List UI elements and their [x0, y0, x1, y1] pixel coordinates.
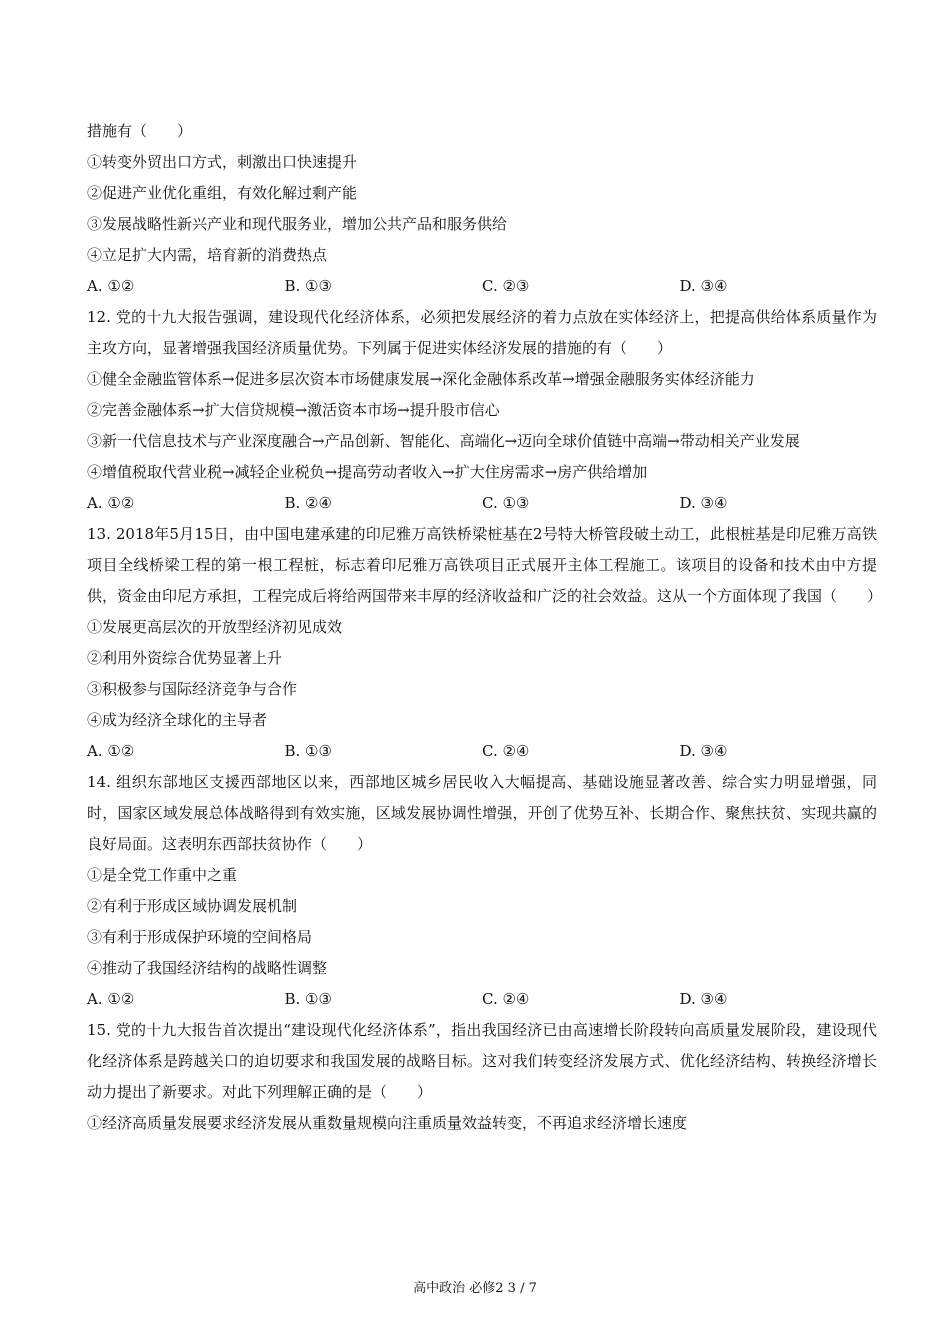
q14-stem: 14. 组织东部地区支援西部地区以来，西部地区城乡居民收入大幅提高、基础设施显著改善、综合实力明显增强，同时，国家区域发展总体战略得到有效实施，区域发展协调性增强，开创了优势互补、长期合作、聚焦扶贫、实现共赢的良好局面。这表明东西部扶贫协作（ ） — [87, 773, 877, 853]
q13-option-c[interactable]: C. ②④ — [482, 742, 530, 760]
q13-item-1: ①发展更高层次的开放型经济初见成效 — [87, 618, 343, 636]
q13-item-2: ②利用外资综合优势显著上升 — [87, 649, 283, 667]
q12-options — [87, 488, 877, 519]
q12-stem: 12. 党的十九大报告强调，建设现代化经济体系，必须把发展经济的着力点放在实体经济上，把提高供给体系质量作为主攻方向，显著增强我国经济质量优势。下列属于促进实体经济发展的措施的有（ ） — [87, 308, 877, 357]
q14-option-b[interactable]: B. ①③ — [284, 990, 332, 1008]
q12-option-d[interactable]: D. ③④ — [679, 494, 728, 512]
q14-item-4: ④推动了我国经济结构的战略性调整 — [87, 959, 328, 977]
page-footer: 高中政治 必修2 3 / 7 — [413, 1281, 537, 1296]
q14-option-c[interactable]: C. ②④ — [482, 990, 530, 1008]
q14-options — [87, 984, 877, 1015]
q11-stem-tail: 措施有（ ） — [87, 122, 193, 140]
page-content — [87, 116, 883, 1139]
q11-item-4: ④立足扩大内需，培育新的消费热点 — [87, 246, 328, 264]
q13-stem: 13. 2018年5月15日，由中国电建承建的印尼雅万高铁桥梁桩基在2号特大桥管段破土动工，此根桩基是印尼雅万高铁项目全线桥梁工程的第一根工程桩，标志着印尼雅万高铁项目正式展开主体工程施工。该项目的设备和技术由中方提供，资金由印尼方承担，工程完成后将给两国带来丰厚的经济收益和广泛的社会效益。这从一个方面体现了我国（ ） — [87, 525, 883, 605]
q12-item-2: ②完善金融体系→扩大信贷规模→激活资本市场→提升股市信心 — [87, 401, 500, 419]
q12-item-1: ①健全金融监管体系→促进多层次资本市场健康发展→深化金融体系改革→增强金融服务实体经济能力 — [87, 370, 755, 388]
q11-options — [87, 271, 877, 302]
q14-option-d[interactable]: D. ③④ — [679, 990, 728, 1008]
q14-item-1: ①是全党工作重中之重 — [87, 866, 238, 884]
q13-options — [87, 736, 877, 767]
q12-option-b[interactable]: B. ②④ — [284, 494, 332, 512]
q13-item-3: ③积极参与国际经济竞争与合作 — [87, 680, 298, 698]
q13-option-b[interactable]: B. ①③ — [284, 742, 332, 760]
q14-item-2: ②有利于形成区域协调发展机制 — [87, 897, 298, 915]
q11-option-b[interactable]: B. ①③ — [284, 277, 332, 295]
q12-option-c[interactable]: C. ①③ — [482, 494, 530, 512]
q14-option-a[interactable]: A. ①② — [87, 990, 135, 1008]
q11-item-3: ③发展战略性新兴产业和现代服务业，增加公共产品和服务供给 — [87, 215, 508, 233]
q11-option-a[interactable]: A. ①② — [87, 277, 135, 295]
q15-item-1: ①经济高质量发展要求经济发展从重数量规模向注重质量效益转变，不再追求经济增长速度 — [87, 1114, 688, 1132]
q11-item-2: ②促进产业优化重组，有效化解过剩产能 — [87, 184, 358, 202]
q12-option-a[interactable]: A. ①② — [87, 494, 135, 512]
q11-option-d[interactable]: D. ③④ — [679, 277, 728, 295]
q13-item-4: ④成为经济全球化的主导者 — [87, 711, 268, 729]
q13-option-d[interactable]: D. ③④ — [679, 742, 728, 760]
q15-stem: 15. 党的十九大报告首次提出“建设现代化经济体系”，指出我国经济已由高速增长阶段转向高质量发展阶段，建设现代化经济体系是跨越关口的迫切要求和我国发展的战略目标。这对我们转变经济发展方式、优化经济结构、转换经济增长动力提出了新要求。对此下列理解正确的是（ ） — [87, 1021, 877, 1101]
q11-option-c[interactable]: C. ②③ — [482, 277, 530, 295]
q12-item-4: ④增值税取代营业税→减轻企业税负→提高劳动者收入→扩大住房需求→房产供给增加 — [87, 463, 648, 481]
q11-item-1: ①转变外贸出口方式，刺激出口快速提升 — [87, 153, 358, 171]
q13-option-a[interactable]: A. ①② — [87, 742, 135, 760]
q12-item-3: ③新一代信息技术与产业深度融合→产品创新、智能化、高端化→迈向全球价值链中高端→带动相关产业发展 — [87, 432, 800, 450]
q14-item-3: ③有利于形成保护环境的空间格局 — [87, 928, 313, 946]
